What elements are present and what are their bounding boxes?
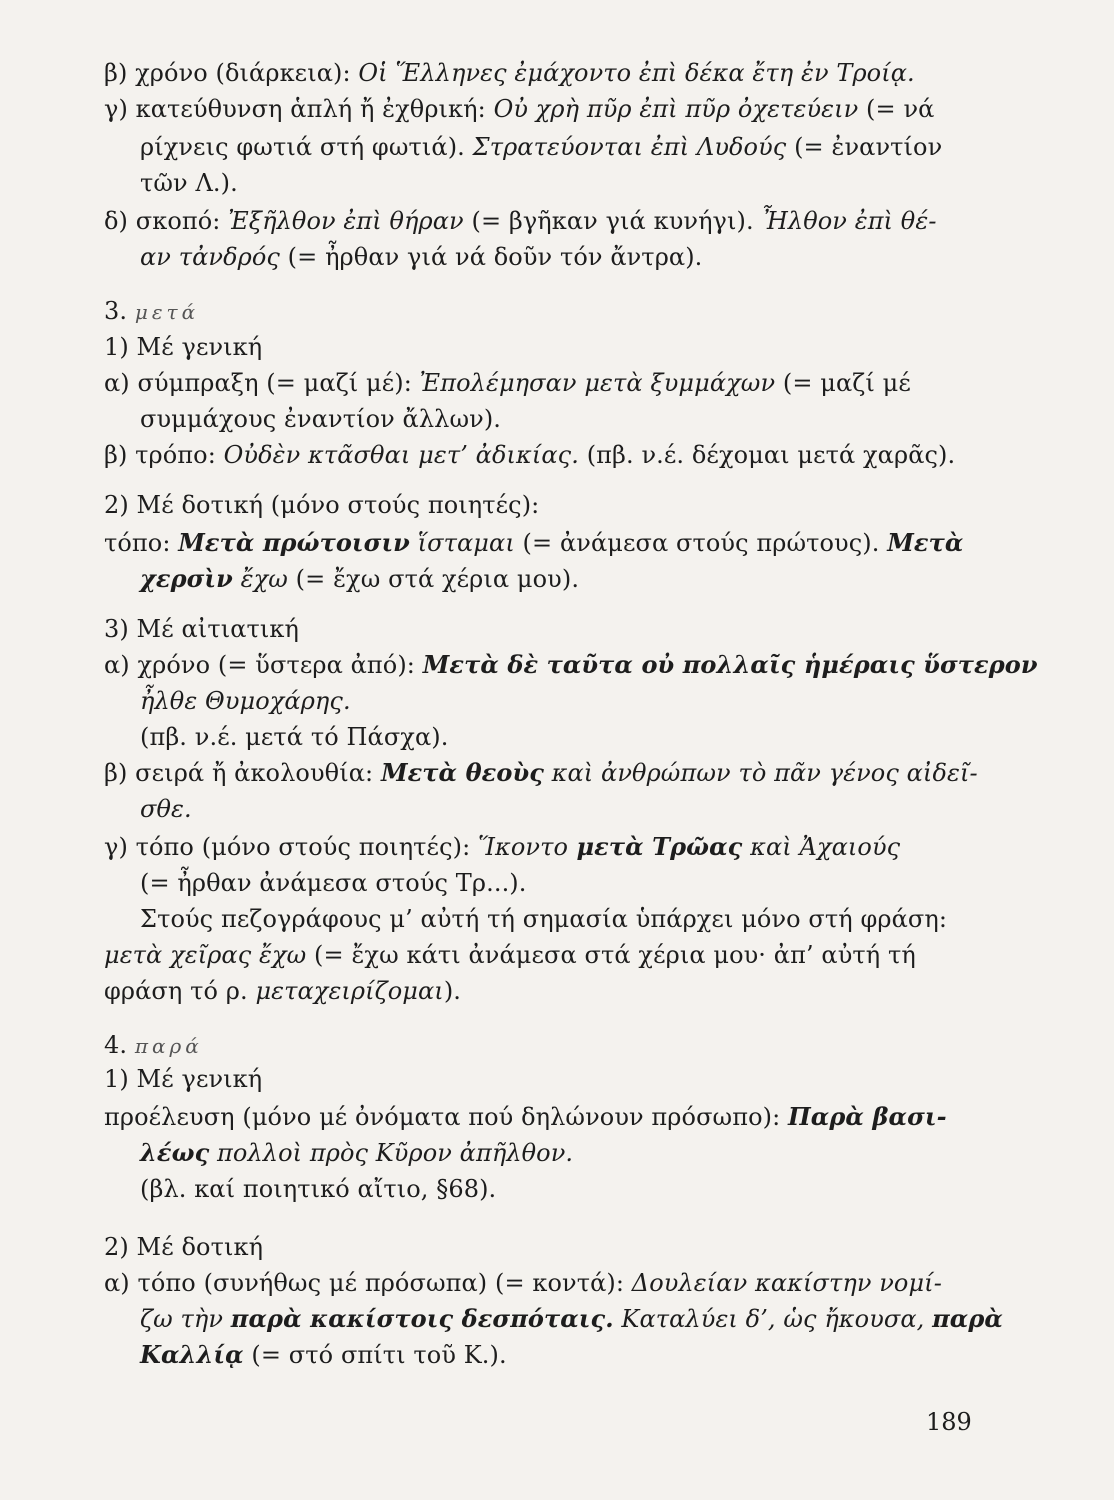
- greek-example: Ἀχαιούς: [799, 833, 901, 861]
- subsection-heading: 1) Μέ γενική: [104, 333, 263, 361]
- greek-example: Οὐδὲν κτᾶσθαι μετ’ ἀδικίας.: [223, 441, 579, 469]
- greek-example-bold: Μετὰ θεοὺς: [380, 758, 544, 787]
- greek-example: σθε.: [140, 795, 192, 823]
- section-heading: [104, 294, 974, 329]
- text-line: [104, 366, 974, 400]
- text-line: [140, 1136, 974, 1170]
- text-line: [104, 56, 974, 90]
- greek-example: αν τἀνδρός: [140, 243, 280, 271]
- text-span: (= μαζί μέ: [775, 369, 911, 397]
- text-span: (= ἔχω κάτι ἀνάμεσα στά χέρια μου· ἀπ’ αὐτή τή: [306, 941, 916, 969]
- text-span: γ) κατεύθυνση ἁπλή ἤ ἐχθρική:: [104, 95, 494, 123]
- greek-example-bold: Μετὰ πρώτοισιν: [178, 528, 410, 557]
- greek-example: ἔχω: [232, 565, 288, 593]
- greek-example-bold: Μετὰ δὲ ταῦτα οὐ πολλαῖς ἡμέραις ὕστερον: [422, 650, 1038, 679]
- text-span: τόπο:: [104, 529, 179, 557]
- text-line: [104, 1100, 974, 1134]
- greek-example: πολλοὶ πρὸς Κῦρον ἀπῆλθον.: [209, 1139, 574, 1167]
- text-line: [140, 684, 974, 718]
- greek-example: Ἐπολέμησαν μετὰ ξυμμάχων: [419, 369, 776, 397]
- greek-example: Οἱ Ἕλληνες ἐμάχοντο ἐπὶ δέκα ἔτη ἐν Τροίᾳ.: [358, 59, 915, 87]
- greek-example-bold: παρὰ: [932, 1304, 1004, 1333]
- text-line: [104, 1266, 974, 1300]
- text-span: (= ἔχω στά χέρια μου).: [287, 565, 580, 593]
- text-span: α) τόπο (συνήθως μέ πρόσωπα) (= κοντά):: [104, 1269, 632, 1297]
- text-span: β) σειρά ἤ ἀκολουθία:: [104, 759, 381, 787]
- text-line: [140, 1338, 974, 1372]
- text-span: (πβ. ν.έ. δέχομαι μετά χαρᾶς).: [578, 441, 956, 469]
- text-line: [140, 130, 974, 164]
- text-span: β) χρόνο (διάρκεια):: [104, 59, 359, 87]
- text-span: α) σύμπραξη (= μαζί μέ):: [104, 369, 420, 397]
- text-span: ).: [443, 977, 462, 1005]
- greek-example-bold: παρὰ κακίστοις δεσπόταις.: [230, 1304, 614, 1333]
- greek-example: καὶ: [742, 833, 800, 861]
- text-line: [104, 204, 974, 238]
- text-span: (= στό σπίτι τοῦ Κ.).: [243, 1341, 507, 1369]
- greek-example: Στρατεύονται ἐπὶ Λυδούς: [472, 133, 787, 161]
- greek-example: ἵσταμαι: [409, 529, 515, 557]
- text-line: συμμάχους ἐναντίον ἄλλων).: [140, 405, 502, 433]
- text-line: [104, 648, 1038, 682]
- greek-example: μετὰ χεῖρας ἔχω: [104, 941, 307, 969]
- subsection-heading: 1) Μέ γενική: [104, 1065, 263, 1093]
- text-line: [140, 1302, 1004, 1336]
- greek-example: Δουλείαν κακίστην νομί-: [631, 1269, 942, 1297]
- text-span: (= ἦρθαν γιά νά δοῦν τόν ἄντρα).: [279, 243, 703, 271]
- greek-example: Οὐ χρὴ πῦρ ἐπὶ πῦρ ὀχετεύειν: [493, 95, 859, 123]
- greek-example-bold: Μετὰ: [887, 528, 964, 557]
- subsection-heading: 2) Μέ δοτική: [104, 1233, 264, 1261]
- text-line: Στούς πεζογράφους μ’ αὐτή τή σημασία ὑπάρχει μόνο στή φράση:: [140, 905, 948, 933]
- text-span: (= βγῆκαν γιά κυνήγι).: [463, 207, 762, 235]
- greek-example: ζω τὴν: [140, 1305, 231, 1333]
- text-span: προέλευση (μόνο μέ ὀνόματα πού δηλώνουν πρόσωπο):: [104, 1103, 789, 1131]
- text-line: [104, 438, 974, 472]
- greek-example-bold: λέως: [140, 1138, 210, 1167]
- greek-example: μεταχειρίζομαι: [255, 977, 444, 1005]
- text-line: [140, 792, 974, 826]
- subsection-heading: 2) Μέ δοτική (μόνο στούς ποιητές):: [104, 491, 540, 519]
- text-span: ρίχνεις φωτιά στή φωτιά).: [140, 133, 473, 161]
- text-span: (= ἐναντίον: [786, 133, 943, 161]
- greek-example-bold: Καλλίᾳ: [140, 1340, 244, 1369]
- greek-example: ἦλθε Θυμοχάρης.: [140, 687, 351, 715]
- subsection-heading: 3) Μέ αἰτιατική: [104, 615, 299, 643]
- greek-example: Ἦλθον ἐπὶ θέ-: [761, 207, 937, 235]
- text-span: α) χρόνο (= ὕστερα ἀπό):: [104, 651, 423, 679]
- text-line: (= ἦρθαν ἀνάμεσα στούς Τρ...).: [140, 869, 527, 897]
- text-line: [104, 830, 974, 864]
- text-line: [104, 938, 974, 972]
- section-heading: [104, 1028, 974, 1063]
- section-number: 4.: [104, 1031, 135, 1059]
- page-number: 189: [926, 1408, 972, 1436]
- text-line: (βλ. καί ποιητικό αἴτιο, §68).: [140, 1175, 497, 1203]
- text-span: β) τρόπο:: [104, 441, 224, 469]
- greek-example: Ἐξῆλθον ἐπὶ θήραν: [228, 207, 464, 235]
- text-span: δ) σκοπό:: [104, 207, 229, 235]
- text-span: (= νά: [858, 95, 935, 123]
- greek-example-bold: μετὰ Τρῶας: [568, 832, 743, 861]
- section-number: 3.: [104, 297, 135, 325]
- text-line: [104, 974, 974, 1008]
- text-line: [104, 526, 974, 560]
- section-title: μετά: [134, 300, 200, 324]
- greek-example-bold: Παρὰ βασι-: [788, 1102, 947, 1131]
- section-title: παρά: [134, 1034, 203, 1058]
- text-line: [140, 240, 974, 274]
- text-span: γ) τόπο (μόνο στούς ποιητές):: [104, 833, 479, 861]
- greek-example: Καταλύει δ’, ὡς ἤκουσα,: [613, 1305, 933, 1333]
- text-line: τῶν Λ.).: [140, 169, 238, 197]
- text-span: (= ἀνάμεσα στούς πρώτους).: [514, 529, 888, 557]
- text-span: φράση τό ρ.: [104, 977, 256, 1005]
- greek-example-bold: χερσὶν: [140, 564, 233, 593]
- greek-example: Ἵκοντο: [478, 833, 569, 861]
- text-line: (πβ. ν.έ. μετά τό Πάσχα).: [140, 723, 449, 751]
- text-line: [104, 756, 978, 790]
- text-line: [140, 562, 974, 596]
- greek-example: καὶ ἀνθρώπων τὸ πᾶν γένος αἰδεῖ-: [543, 759, 978, 787]
- text-line: [104, 92, 974, 126]
